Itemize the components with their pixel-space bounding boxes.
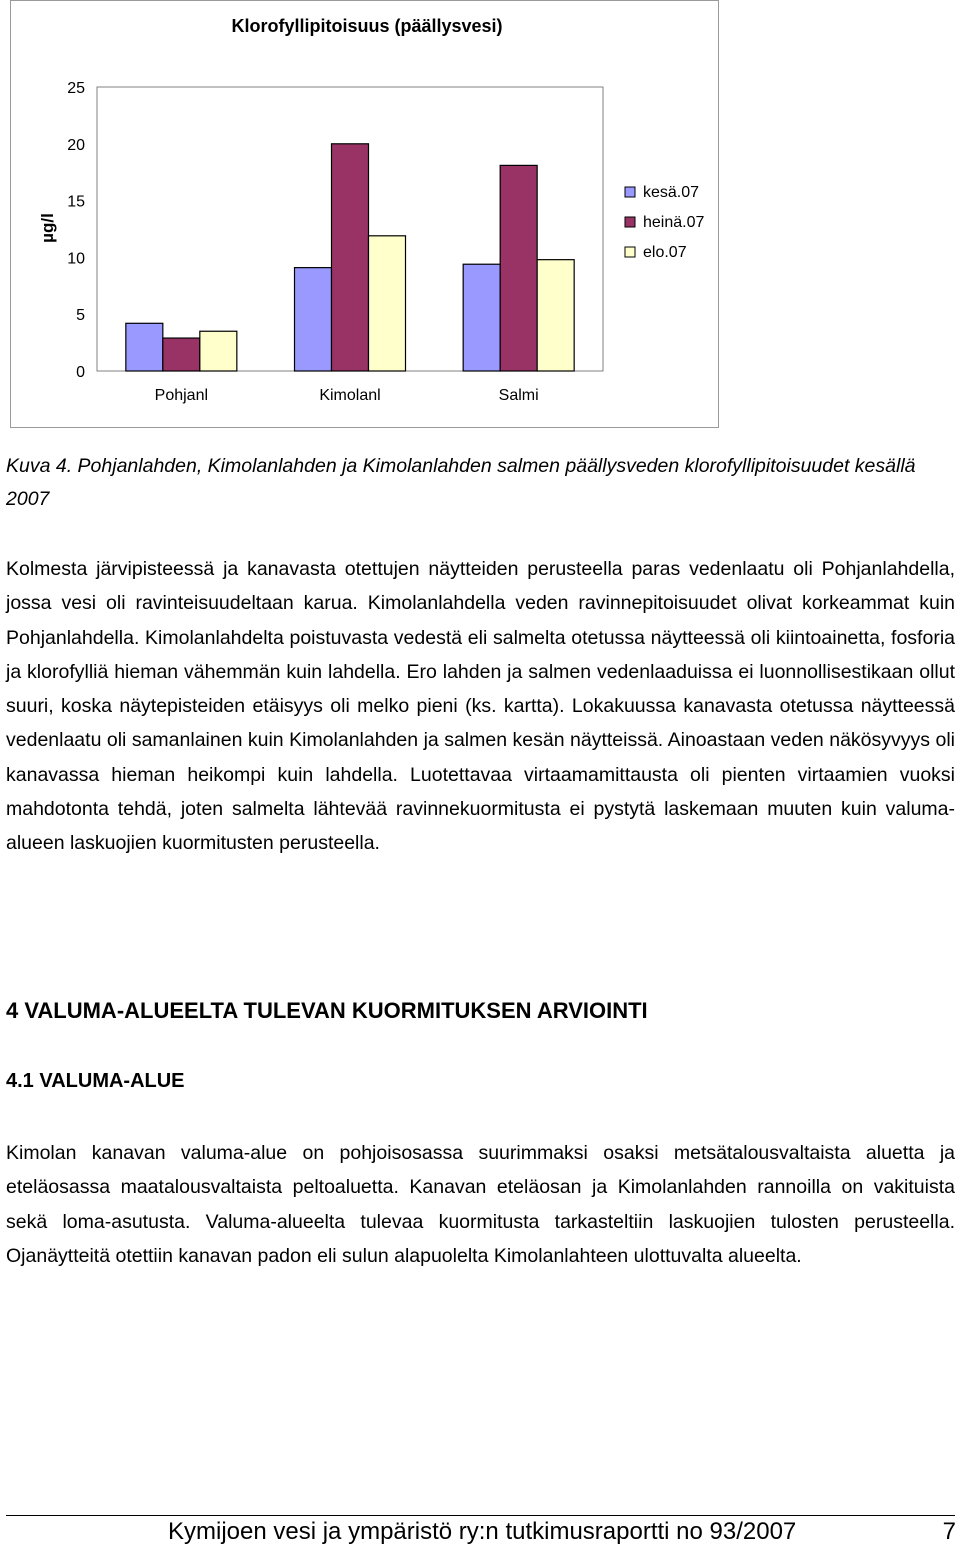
y-axis-label: µg/l [38,213,57,243]
bar [332,144,369,371]
chart-title: Klorofyllipitoisuus (päällysvesi) [231,16,503,36]
y-tick-label: 15 [67,193,85,211]
legend-label: elo.07 [643,244,687,261]
figure-caption: Kuva 4. Pohjanlahden, Kimolanlahden ja Kimolanlahden salmen päällysveden klorofyllipitoisuudet kesällä 2007 [6,455,916,510]
chart-container [10,0,719,428]
y-tick-label: 10 [67,250,85,268]
page-number: 7 [942,1518,956,1545]
bar [500,165,537,371]
bar [537,260,574,371]
y-tick-label: 25 [67,80,85,97]
bar [463,264,500,371]
y-tick-label: 0 [76,364,85,381]
legend-label: kesä.07 [643,184,700,201]
bar [163,338,200,371]
y-tick-label: 5 [76,307,85,325]
x-tick-label: Pohjanl [154,387,209,404]
body-paragraph-1: Kolmesta järvipisteessä ja kanavasta otettujen näytteiden perusteella paras vedenlaatu oli Pohjanlahdella, jossa vesi oli ravinteisuudeltaan karua. Kimolanlahdella veden ravinnepitoisuudet olivat korkeammat kuin Pohjanlahdella. Kimolanlahdelta poistuvasta vedestä eli salmelta otetussa näytteessä oli kiintoainetta, fosforia ja klorofylliä hieman vähemmän kuin lahdella. Ero lahden ja salmen vedenlaaduissa ei luonnollisestikaan ollut suuri, koska näytepisteiden etäisyys oli melko pieni (ks. kartta). Lokakuussa kanavasta otetussa näytteessä vedenlaatu oli samanlainen kuin Kimolanlahden ja salmen kesän näytteissä. Ainoastaan veden näkösyvyys oli kanavassa hieman heikompi kuin lahdella. Luotettavaa virtaamamittausta oli pienten virtaamien vuoksi mahdotonta tehdä, joten salmelta lähtevää ravinnekuormitusta ei pystytä laskemaan muuten kuin valuma-alueen laskuojien kuormitusten perusteella. [6,558,955,855]
bar-chart [11,1,720,429]
footer-text: Kymijoen vesi ja ympäristö ry:n tutkimusraportti no 93/2007 [168,1518,797,1545]
x-tick-label: Salmi [498,387,539,404]
x-tick-label: Kimolanl [319,387,381,404]
bar [295,268,332,371]
bar [126,323,163,371]
y-tick-label: 20 [67,136,85,154]
bar [200,331,237,371]
section-heading: 4 VALUMA-ALUEELTA TULEVAN KUORMITUKSEN ARVIOINTI [6,998,648,1023]
body-paragraph-2: Kimolan kanavan valuma-alue on pohjoisosassa suurimmaksi osaksi metsätalousvaltaista aluetta ja eteläosassa maatalousvaltaista peltoaluetta. Kanavan eteläosan ja Kimolanlahden rannoilla on vakituista sekä loma-asutusta. Valuma-alueelta tulevaa kuormitusta tarkasteltiin laskuojien tulosten perusteella. Ojanäytteitä otettiin kanavan padon eli sulun alapuolelta Kimolanlahteen ulottuvalta alueelta. [6,1142,955,1267]
footer-rule [6,1515,955,1516]
legend-swatch [625,217,635,227]
bar [369,236,406,371]
subsection-heading: 4.1 VALUMA-ALUE [6,1070,185,1092]
legend-swatch [625,187,635,197]
legend-swatch [625,247,635,257]
legend-label: heinä.07 [643,214,705,231]
